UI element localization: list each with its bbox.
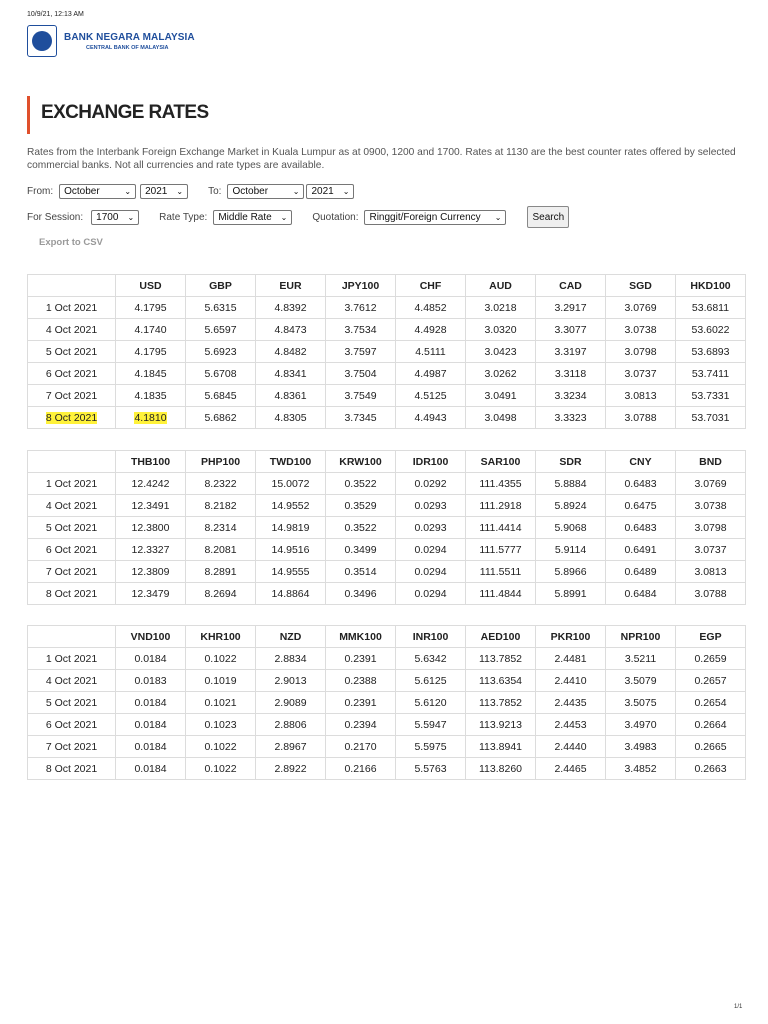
rate-cell: 2.8967: [256, 736, 326, 758]
rate-cell: 12.3327: [116, 539, 186, 561]
table-row: [28, 319, 746, 341]
rate-cell: 0.0292: [396, 473, 466, 495]
date-cell: 1 Oct 2021: [28, 648, 116, 670]
rate-cell: 3.3197: [536, 341, 606, 363]
rate-cell: 0.3496: [326, 583, 396, 605]
rate-cell: 113.9213: [466, 714, 536, 736]
rate-cell: 0.6483: [606, 473, 676, 495]
rate-cell: 14.9516: [256, 539, 326, 561]
intro-text: Rates from the Interbank Foreign Exchange Market in Kuala Lumpur as at 0900, 1200 and 1700. Rates at 1130 are the best counter rates offered by selected commercial banks. Not all currencies and rate types are available.: [27, 147, 736, 171]
from-year-select[interactable]: [140, 184, 188, 199]
rate-cell: 2.4440: [536, 736, 606, 758]
rate-cell: 0.1022: [186, 758, 256, 780]
rate-cell: 4.1795: [116, 341, 186, 363]
export-csv-link[interactable]: Export to CSV: [39, 237, 103, 248]
chevron-down-icon: ⌄: [280, 212, 288, 222]
highlighted-rate: 4.1810: [134, 411, 167, 424]
table-row: [28, 670, 746, 692]
rate-cell: 0.1021: [186, 692, 256, 714]
rate-cell: 3.0218: [466, 297, 536, 319]
to-year-select[interactable]: [306, 184, 354, 199]
from-label: From:: [27, 186, 54, 197]
date-header: [28, 626, 116, 648]
rate-cell: 0.2391: [326, 692, 396, 714]
chevron-down-icon: ⌄: [127, 212, 135, 222]
currency-header: MMK100: [326, 626, 396, 648]
rate-cell: 3.7549: [326, 385, 396, 407]
date-cell: 6 Oct 2021: [28, 539, 116, 561]
date-cell: [28, 407, 116, 429]
rate-cell: 2.4465: [536, 758, 606, 780]
currency-header: IDR100: [396, 451, 466, 473]
rate-cell: 0.2391: [326, 648, 396, 670]
from-month-select[interactable]: [59, 184, 136, 199]
rate-cell: 4.8482: [256, 341, 326, 363]
quotation-value: Ringgit/Foreign Currency: [369, 211, 481, 223]
rate-cell: 12.3479: [116, 583, 186, 605]
rate-cell: 8.2081: [186, 539, 256, 561]
rate-cell: 3.0262: [466, 363, 536, 385]
date-cell: 7 Oct 2021: [28, 561, 116, 583]
rate-type-value: Middle Rate: [218, 211, 272, 223]
rate-cell: 113.6354: [466, 670, 536, 692]
bank-emblem-icon: [27, 25, 57, 57]
rate-cell: 12.4242: [116, 473, 186, 495]
rate-cell: 4.4852: [396, 297, 466, 319]
table-header-row: [28, 626, 746, 648]
rate-cell: 4.8473: [256, 319, 326, 341]
page-title: EXCHANGE RATES: [41, 102, 209, 123]
table-row: [28, 583, 746, 605]
rate-cell: 53.6811: [676, 297, 746, 319]
rate-cell: 0.0184: [116, 736, 186, 758]
rate-cell: 3.3323: [536, 407, 606, 429]
to-year-value: 2021: [311, 186, 334, 197]
rate-cell: 0.3522: [326, 517, 396, 539]
rate-cell: 0.6491: [606, 539, 676, 561]
rate-cell: 5.6125: [396, 670, 466, 692]
date-cell: 4 Oct 2021: [28, 319, 116, 341]
rate-cell: 5.5763: [396, 758, 466, 780]
rate-cell: 12.3491: [116, 495, 186, 517]
rate-cell: 3.0798: [676, 517, 746, 539]
rate-cell: 5.8991: [536, 583, 606, 605]
currency-header: THB100: [116, 451, 186, 473]
currency-header: SDR: [536, 451, 606, 473]
print-timestamp: 10/9/21, 12:13 AM: [27, 11, 84, 18]
rate-cell: 3.3118: [536, 363, 606, 385]
rate-cell: 0.0183: [116, 670, 186, 692]
rate-cell: 3.0737: [606, 363, 676, 385]
table-row: [28, 385, 746, 407]
rate-cell: [116, 407, 186, 429]
rate-cell: 53.7031: [676, 407, 746, 429]
currency-header: KHR100: [186, 626, 256, 648]
table-row: [28, 736, 746, 758]
rate-cell: 3.7597: [326, 341, 396, 363]
rate-cell: 8.2694: [186, 583, 256, 605]
rate-cell: 0.6475: [606, 495, 676, 517]
chevron-down-icon: ⌄: [124, 187, 132, 196]
table-row: [28, 407, 746, 429]
rate-cell: 2.8806: [256, 714, 326, 736]
rate-cell: 3.2917: [536, 297, 606, 319]
from-month-value: October: [64, 186, 100, 197]
quotation-label: Quotation:: [312, 211, 359, 223]
date-cell: 4 Oct 2021: [28, 495, 116, 517]
currency-header: VND100: [116, 626, 186, 648]
rate-cell: 4.5125: [396, 385, 466, 407]
rate-cell: 3.0498: [466, 407, 536, 429]
title-accent-bar: [27, 96, 30, 134]
currency-header: GBP: [186, 275, 256, 297]
rate-cell: 3.0813: [606, 385, 676, 407]
rate-cell: 0.2166: [326, 758, 396, 780]
rate-cell: 5.9068: [536, 517, 606, 539]
rate-cell: 3.4983: [606, 736, 676, 758]
rate-cell: 3.0491: [466, 385, 536, 407]
currency-header: SGD: [606, 275, 676, 297]
rate-cell: 14.8864: [256, 583, 326, 605]
rate-cell: 2.4453: [536, 714, 606, 736]
rate-cell: 0.2657: [676, 670, 746, 692]
table-row: [28, 297, 746, 319]
currency-header: CNY: [606, 451, 676, 473]
rate-cell: 111.4844: [466, 583, 536, 605]
rate-cell: 2.4435: [536, 692, 606, 714]
rate-cell: 12.3800: [116, 517, 186, 539]
rate-cell: 5.8924: [536, 495, 606, 517]
table-row: [28, 714, 746, 736]
table-row: [28, 648, 746, 670]
date-cell: 1 Oct 2021: [28, 297, 116, 319]
rate-cell: 5.6120: [396, 692, 466, 714]
currency-header: BND: [676, 451, 746, 473]
rate-cell: 0.0184: [116, 648, 186, 670]
rate-cell: 3.0769: [606, 297, 676, 319]
rate-cell: 113.7852: [466, 692, 536, 714]
rate-cell: 2.4481: [536, 648, 606, 670]
rate-cell: 5.5975: [396, 736, 466, 758]
table-row: [28, 758, 746, 780]
rate-cell: 53.6022: [676, 319, 746, 341]
rate-cell: 14.9552: [256, 495, 326, 517]
rate-cell: 113.7852: [466, 648, 536, 670]
rate-cell: 3.5211: [606, 648, 676, 670]
table-header-row: [28, 451, 746, 473]
date-cell: 5 Oct 2021: [28, 341, 116, 363]
rate-cell: 3.3077: [536, 319, 606, 341]
rate-cell: 5.8966: [536, 561, 606, 583]
rate-type-select[interactable]: [213, 210, 292, 225]
to-month-select[interactable]: [227, 184, 304, 199]
rate-cell: 3.4852: [606, 758, 676, 780]
from-year-value: 2021: [145, 186, 168, 197]
rate-cell: 4.1845: [116, 363, 186, 385]
rate-cell: 3.0788: [676, 583, 746, 605]
rate-cell: 2.9089: [256, 692, 326, 714]
currency-header: JPY100: [326, 275, 396, 297]
date-cell: 6 Oct 2021: [28, 714, 116, 736]
rate-cell: 0.2388: [326, 670, 396, 692]
currency-header: PHP100: [186, 451, 256, 473]
rate-cell: 4.4943: [396, 407, 466, 429]
rate-cell: 5.6708: [186, 363, 256, 385]
rate-cell: 111.4355: [466, 473, 536, 495]
options-row: [27, 206, 569, 228]
rate-cell: 3.0423: [466, 341, 536, 363]
rate-cell: 111.5777: [466, 539, 536, 561]
rate-cell: 111.2918: [466, 495, 536, 517]
rate-cell: 3.0769: [676, 473, 746, 495]
rate-cell: 3.7612: [326, 297, 396, 319]
date-header: [28, 451, 116, 473]
rate-cell: 8.2322: [186, 473, 256, 495]
currency-header: EGP: [676, 626, 746, 648]
table-row: [28, 692, 746, 714]
rate-cell: 4.4987: [396, 363, 466, 385]
table-row: [28, 561, 746, 583]
rate-cell: 0.1022: [186, 736, 256, 758]
table-row: [28, 539, 746, 561]
rate-cell: 0.2394: [326, 714, 396, 736]
bank-logo[interactable]: [27, 25, 195, 57]
to-label: To:: [208, 186, 222, 197]
rate-cell: 0.0293: [396, 517, 466, 539]
rate-cell: 0.0294: [396, 539, 466, 561]
table-header-row: [28, 275, 746, 297]
rate-cell: 0.1019: [186, 670, 256, 692]
rate-cell: 5.6862: [186, 407, 256, 429]
highlighted-date: 8 Oct 2021: [45, 411, 98, 424]
session-label: For Session:: [27, 211, 84, 223]
currency-header: CHF: [396, 275, 466, 297]
rate-cell: 0.0293: [396, 495, 466, 517]
rate-cell: 3.7504: [326, 363, 396, 385]
rate-cell: 4.8305: [256, 407, 326, 429]
rate-cell: 3.5075: [606, 692, 676, 714]
rate-cell: 0.0184: [116, 758, 186, 780]
date-cell: 7 Oct 2021: [28, 736, 116, 758]
rate-cell: 5.6923: [186, 341, 256, 363]
currency-header: HKD100: [676, 275, 746, 297]
session-value: 1700: [96, 211, 119, 223]
rate-cell: 5.6315: [186, 297, 256, 319]
rate-cell: 4.1795: [116, 297, 186, 319]
currency-header: EUR: [256, 275, 326, 297]
session-select[interactable]: [91, 210, 139, 225]
quotation-select[interactable]: [364, 210, 506, 225]
rate-cell: 0.6484: [606, 583, 676, 605]
currency-header: CAD: [536, 275, 606, 297]
logo-name: BANK NEGARA MALAYSIA: [64, 31, 195, 43]
rate-cell: 0.2659: [676, 648, 746, 670]
rate-cell: 0.0294: [396, 583, 466, 605]
rate-cell: 3.0738: [606, 319, 676, 341]
rates-table-1: [27, 274, 746, 429]
rate-cell: 4.4928: [396, 319, 466, 341]
rate-cell: 0.3522: [326, 473, 396, 495]
rate-cell: 113.8260: [466, 758, 536, 780]
rate-cell: 0.2170: [326, 736, 396, 758]
rate-cell: 5.9114: [536, 539, 606, 561]
table-row: [28, 517, 746, 539]
date-cell: 6 Oct 2021: [28, 363, 116, 385]
currency-header: INR100: [396, 626, 466, 648]
rate-cell: 2.8834: [256, 648, 326, 670]
table-row: [28, 495, 746, 517]
rate-cell: 0.1022: [186, 648, 256, 670]
rate-cell: 0.0184: [116, 714, 186, 736]
rate-cell: 3.0320: [466, 319, 536, 341]
rate-cell: 5.8884: [536, 473, 606, 495]
rate-cell: 0.2665: [676, 736, 746, 758]
rate-cell: 5.6597: [186, 319, 256, 341]
rate-cell: 3.0813: [676, 561, 746, 583]
rate-cell: 0.3514: [326, 561, 396, 583]
to-month-value: October: [232, 186, 269, 197]
currency-header: NZD: [256, 626, 326, 648]
rates-table-3: [27, 625, 746, 780]
rate-cell: 3.4970: [606, 714, 676, 736]
rate-cell: 4.8392: [256, 297, 326, 319]
rate-cell: 0.3529: [326, 495, 396, 517]
currency-header: NPR100: [606, 626, 676, 648]
currency-header: KRW100: [326, 451, 396, 473]
table-row: [28, 473, 746, 495]
table-row: [28, 341, 746, 363]
rate-cell: 3.0738: [676, 495, 746, 517]
rate-cell: 5.6342: [396, 648, 466, 670]
rate-cell: 2.8922: [256, 758, 326, 780]
rate-cell: 8.2891: [186, 561, 256, 583]
date-cell: 7 Oct 2021: [28, 385, 116, 407]
rate-cell: 5.5947: [396, 714, 466, 736]
rate-cell: 4.1740: [116, 319, 186, 341]
rate-cell: 2.4410: [536, 670, 606, 692]
rate-cell: 3.0788: [606, 407, 676, 429]
rate-cell: 0.0184: [116, 692, 186, 714]
rate-cell: 0.2664: [676, 714, 746, 736]
date-range-row: [27, 184, 354, 199]
rate-cell: 3.0798: [606, 341, 676, 363]
chevron-down-icon: ⌄: [176, 187, 184, 196]
rate-cell: 3.0737: [676, 539, 746, 561]
page-number: 1/1: [734, 1004, 743, 1010]
currency-header: SAR100: [466, 451, 536, 473]
rate-cell: 8.2314: [186, 517, 256, 539]
rate-cell: 53.7331: [676, 385, 746, 407]
rate-type-label: Rate Type:: [159, 211, 208, 223]
rate-cell: 4.5111: [396, 341, 466, 363]
rate-cell: 3.7345: [326, 407, 396, 429]
rate-cell: 2.9013: [256, 670, 326, 692]
rate-cell: 111.4414: [466, 517, 536, 539]
rate-cell: 14.9555: [256, 561, 326, 583]
rate-cell: 4.8341: [256, 363, 326, 385]
rate-cell: 53.7411: [676, 363, 746, 385]
currency-header: TWD100: [256, 451, 326, 473]
currency-header: USD: [116, 275, 186, 297]
date-cell: 5 Oct 2021: [28, 517, 116, 539]
currency-header: AED100: [466, 626, 536, 648]
rate-cell: 0.6483: [606, 517, 676, 539]
rate-cell: 0.2663: [676, 758, 746, 780]
rate-cell: 8.2182: [186, 495, 256, 517]
date-cell: 4 Oct 2021: [28, 670, 116, 692]
rate-cell: 3.7534: [326, 319, 396, 341]
rate-cell: 15.0072: [256, 473, 326, 495]
date-cell: 8 Oct 2021: [28, 583, 116, 605]
date-cell: 5 Oct 2021: [28, 692, 116, 714]
rate-cell: 14.9819: [256, 517, 326, 539]
date-cell: 1 Oct 2021: [28, 473, 116, 495]
rate-cell: 111.5511: [466, 561, 536, 583]
rate-cell: 0.6489: [606, 561, 676, 583]
rate-cell: 3.5079: [606, 670, 676, 692]
rate-cell: 53.6893: [676, 341, 746, 363]
table-row: [28, 363, 746, 385]
date-header: [28, 275, 116, 297]
search-button[interactable]: Search: [527, 206, 569, 228]
rate-cell: 0.3499: [326, 539, 396, 561]
rate-cell: 4.8361: [256, 385, 326, 407]
chevron-down-icon: ⌄: [494, 212, 502, 222]
rate-cell: 113.8941: [466, 736, 536, 758]
rate-cell: 5.6845: [186, 385, 256, 407]
chevron-down-icon: ⌄: [342, 187, 350, 196]
chevron-down-icon: ⌄: [292, 187, 300, 196]
currency-header: PKR100: [536, 626, 606, 648]
rate-cell: 0.2654: [676, 692, 746, 714]
date-cell: 8 Oct 2021: [28, 758, 116, 780]
rate-cell: 4.1835: [116, 385, 186, 407]
currency-header: AUD: [466, 275, 536, 297]
rate-cell: 0.0294: [396, 561, 466, 583]
rates-table-2: [27, 450, 746, 605]
rate-cell: 3.3234: [536, 385, 606, 407]
rate-cell: 0.1023: [186, 714, 256, 736]
logo-subtitle: CENTRAL BANK OF MALAYSIA: [86, 44, 169, 51]
rate-cell: 12.3809: [116, 561, 186, 583]
